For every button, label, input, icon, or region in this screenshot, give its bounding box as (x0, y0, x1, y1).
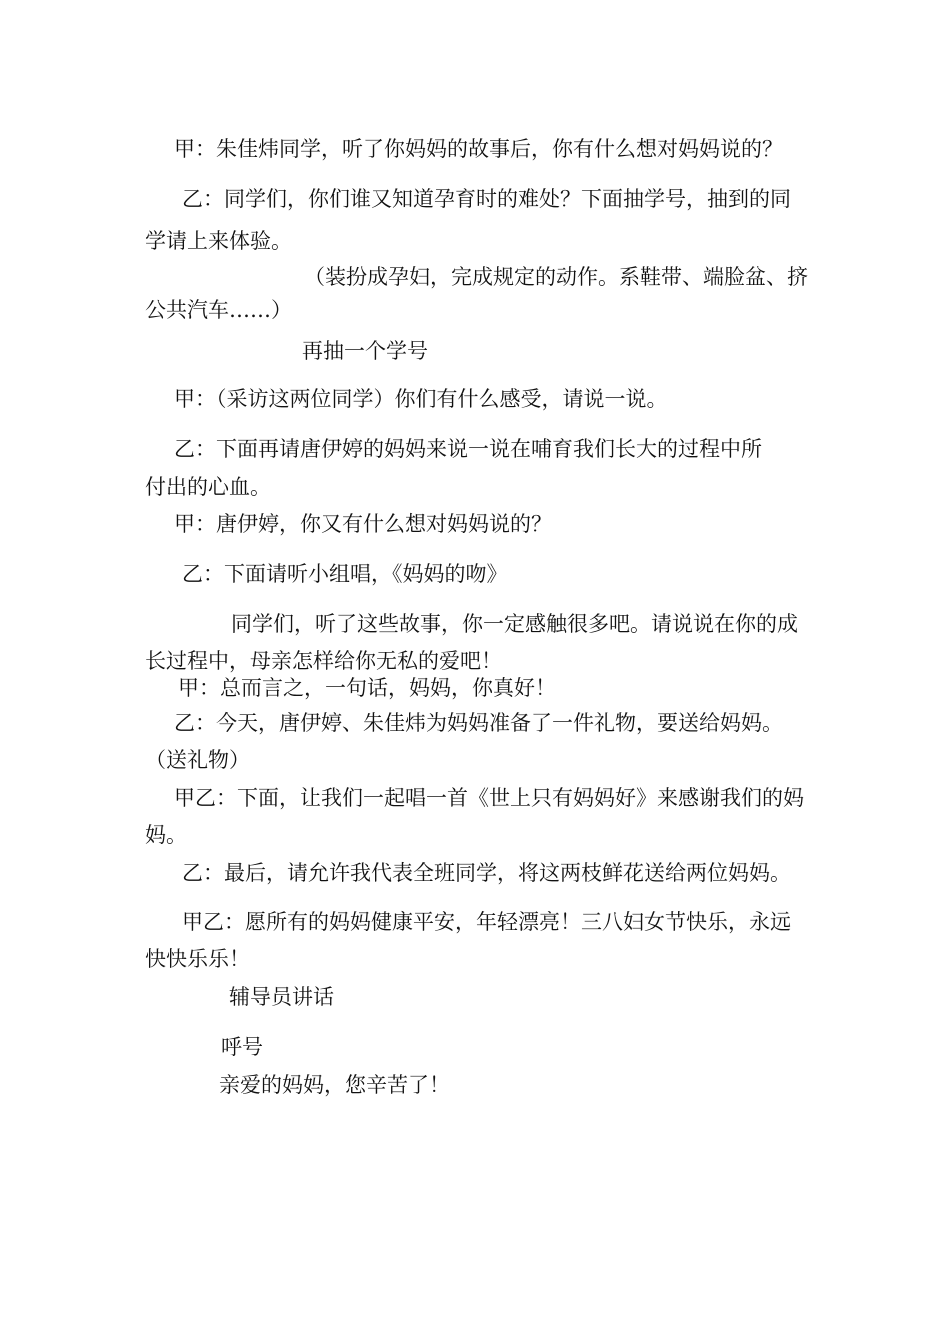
line-10: 甲：唐伊婷，你又有什么想对妈妈说的？ (174, 512, 552, 536)
line-19: 乙：最后，请允许我代表全班同学，将这两枝鲜花送给两位妈妈。 (182, 861, 791, 885)
line-24: 亲爱的妈妈，您辛苦了！ (219, 1073, 450, 1097)
line-4: （装扮成孕妇，完成规定的动作。系鞋带、端脸盆、挤 (304, 265, 808, 289)
line-20: 甲乙：愿所有的妈妈健康平安，年轻漂亮！三八妇女节快乐，永远 (182, 910, 791, 934)
line-2: 乙：同学们，你们谁又知道孕育时的难处？下面抽学号，抽到的同 (182, 187, 791, 211)
line-22: 辅导员讲话 (229, 985, 334, 1009)
line-13: 长过程中，母亲怎样给你无私的爱吧！ (145, 649, 502, 673)
line-11: 乙：下面请听小组唱，《妈妈的吻》 (182, 562, 508, 586)
line-18: 妈。 (145, 823, 187, 847)
line-16: （送礼物） (145, 748, 250, 772)
line-15: 乙：今天，唐伊婷、朱佳炜为妈妈准备了一件礼物，要送给妈妈。 (174, 711, 783, 735)
line-14: 甲：总而言之，一句话，妈妈，你真好！ (178, 676, 556, 700)
line-3: 学请上来体验。 (145, 229, 292, 253)
line-5: 公共汽车……） (145, 298, 292, 322)
line-23: 呼号 (221, 1035, 263, 1059)
line-12: 同学们，听了这些故事，你一定感触很多吧。请说说在你的成 (231, 612, 798, 636)
line-21: 快快乐乐！ (145, 947, 250, 971)
line-9: 付出的心血。 (145, 475, 271, 499)
line-8: 乙：下面再请唐伊婷的妈妈来说一说在哺育我们长大的过程中所 (174, 437, 762, 461)
line-17: 甲乙：下面，让我们一起唱一首《世上只有妈妈好》来感谢我们的妈 (174, 786, 804, 810)
line-6: 再抽一个学号 (302, 339, 428, 363)
line-7: 甲：（采访这两位同学）你们有什么感受，请说一说。 (174, 387, 668, 411)
line-1: 甲：朱佳炜同学，听了你妈妈的故事后，你有什么想对妈妈说的？ (174, 137, 783, 161)
